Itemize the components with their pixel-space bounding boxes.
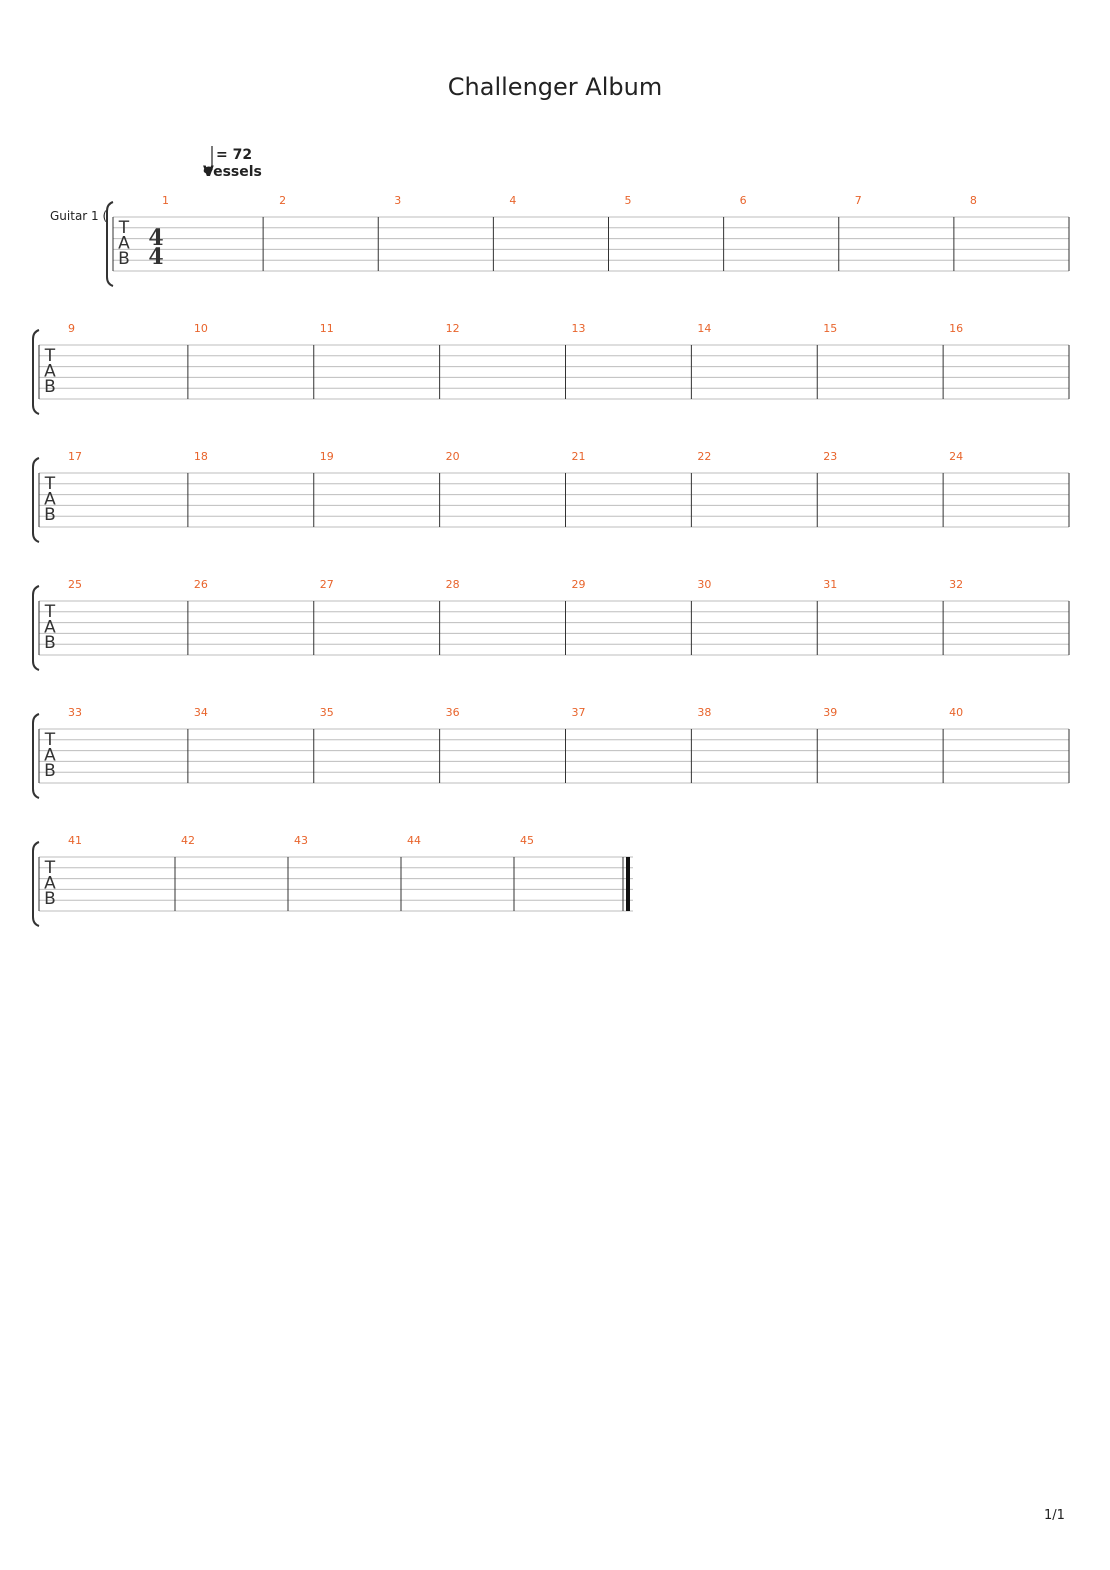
- measure-number: 23: [823, 450, 838, 463]
- measure-number: 10: [193, 322, 208, 335]
- tab-clef-letter: B: [118, 249, 130, 269]
- measure-number: 31: [823, 578, 838, 591]
- tab-clef-letter: A: [118, 233, 130, 254]
- measure-number: 42: [181, 834, 195, 847]
- tab-clef-letter: T: [44, 346, 56, 366]
- system-bracket: [33, 330, 39, 414]
- system-bracket: [33, 714, 39, 798]
- tab-clef-letter: A: [44, 361, 56, 382]
- tab-clef-letter: T: [44, 858, 56, 878]
- measure-number: 34: [193, 706, 208, 719]
- tab-clef-letter: A: [44, 745, 56, 766]
- system-bracket: [107, 202, 113, 286]
- measure-number: 41: [68, 834, 82, 847]
- system-bracket: [33, 842, 39, 926]
- measure-number: 44: [407, 834, 421, 847]
- time-signature-numerator: 4: [148, 225, 164, 251]
- measure-number: 16: [949, 322, 964, 335]
- system-bracket: [33, 586, 39, 670]
- measure-number: 37: [571, 706, 586, 719]
- measure-number: 30: [697, 578, 712, 591]
- measure-number: 4: [509, 194, 517, 207]
- score-title: Challenger Album: [447, 73, 663, 101]
- tempo-text: = 72: [216, 147, 253, 163]
- tab-clef-letter: T: [118, 218, 130, 238]
- measure-number: 9: [68, 322, 75, 335]
- measure-number: 28: [445, 578, 460, 591]
- measure-number: 18: [193, 450, 208, 463]
- measure-number: 15: [823, 322, 838, 335]
- measure-number: 20: [445, 450, 460, 463]
- measure-number: 43: [294, 834, 308, 847]
- measure-number: 17: [68, 450, 82, 463]
- tab-clef-letter: B: [44, 889, 56, 909]
- system-bracket: [33, 458, 39, 542]
- measure-number: 3: [394, 194, 402, 207]
- measure-number: 2: [279, 194, 287, 207]
- measure-number: 36: [445, 706, 460, 719]
- tab-clef-letter: B: [44, 377, 56, 397]
- measure-number: 1: [162, 194, 169, 207]
- measure-number: 13: [571, 322, 586, 335]
- measure-number: 27: [319, 578, 334, 591]
- measure-number: 40: [949, 706, 964, 719]
- tab-clef-letter: B: [44, 761, 56, 781]
- measure-number: 45: [520, 834, 534, 847]
- measure-number: 33: [68, 706, 82, 719]
- section-label: Vessels: [203, 164, 262, 180]
- measure-number: 8: [969, 194, 977, 207]
- measure-number: 25: [68, 578, 82, 591]
- tab-clef-letter: B: [44, 505, 56, 525]
- measure-number: 6: [739, 194, 747, 207]
- measure-number: 38: [697, 706, 712, 719]
- measure-number: 7: [854, 194, 862, 207]
- tab-clef-letter: A: [44, 489, 56, 510]
- measure-number: 21: [571, 450, 586, 463]
- time-signature-denominator: 4: [148, 244, 164, 270]
- measure-number: 5: [624, 194, 632, 207]
- measure-number: 19: [319, 450, 334, 463]
- measure-number: 14: [697, 322, 712, 335]
- tab-clef-letter: A: [44, 617, 56, 638]
- measure-number: 39: [823, 706, 838, 719]
- measure-number: 24: [949, 450, 964, 463]
- measure-number: 26: [193, 578, 208, 591]
- measure-number: 35: [319, 706, 334, 719]
- tab-clef-letter: B: [44, 633, 56, 653]
- measure-number: 22: [697, 450, 712, 463]
- tab-clef-letter: T: [44, 474, 56, 494]
- track-name: Guitar 1 (: [50, 209, 108, 223]
- page-number: 1/1: [1044, 1508, 1065, 1523]
- measure-number: 11: [319, 322, 334, 335]
- tab-clef-letter: T: [44, 730, 56, 750]
- measure-number: 32: [949, 578, 964, 591]
- tab-clef-letter: T: [44, 602, 56, 622]
- measure-number: 29: [571, 578, 586, 591]
- tab-clef-letter: A: [44, 873, 56, 894]
- measure-number: 12: [445, 322, 460, 335]
